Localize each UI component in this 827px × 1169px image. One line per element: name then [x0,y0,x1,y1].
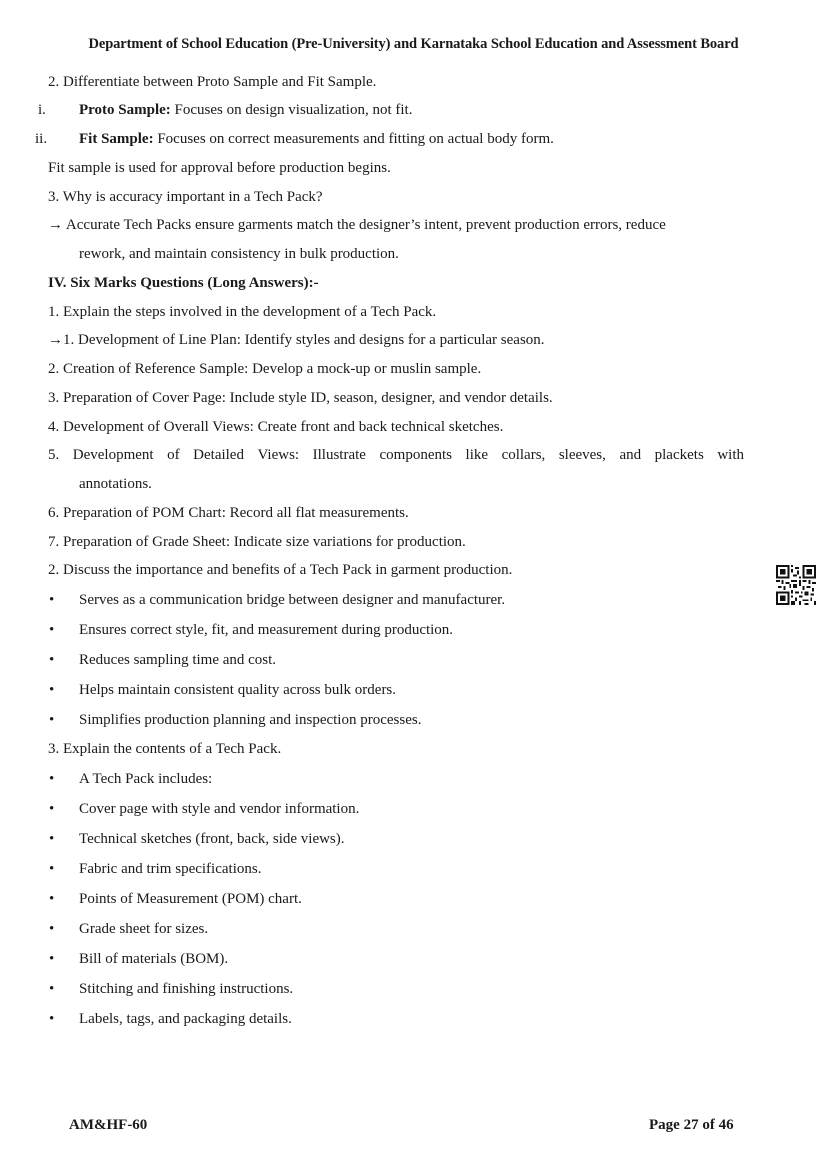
desc-fit-sample: Focuses on correct measurements and fitting on actual body form. [153,131,554,147]
question-proto-fit: 2. Differentiate between Proto Sample and Fit Sample. [48,74,377,90]
step-5-word: like [465,447,489,463]
bullet-glyph: • [49,1011,55,1027]
step-5-word: sleeves, [558,447,606,463]
bullet-item: Stitching and finishing instructions. [79,981,294,997]
section-heading: IV. Six Marks Questions (Long Answers):- [48,275,319,291]
bullet-glyph: • [49,951,55,967]
footer-page-number: Page 27 of 46 [649,1117,734,1133]
step-line: 6. Preparation of POM Chart: Record all flat measurements. [48,505,409,521]
numeral-i: i. [38,102,46,118]
term-fit-sample: Fit Sample: [79,131,154,147]
step-5-word: collars, [501,447,546,463]
step-5-word: components [379,447,452,463]
bullet-item: A Tech Pack includes: [79,771,213,787]
question-steps: 1. Explain the steps involved in the development of a Tech Pack. [48,304,437,320]
step-5-word: Development [72,447,154,463]
bullet-item: Labels, tags, and packaging details. [79,1011,292,1027]
bullet-item: Fabric and trim specifications. [79,861,262,877]
bullet-glyph: • [49,712,55,728]
step-5-line [48,446,744,464]
footer-code: AM&HF-60 [69,1117,148,1133]
bullet-glyph: • [49,921,55,937]
bullet-item: Bill of materials (BOM). [79,951,229,967]
step-5-word: Views: [257,447,300,463]
numeral-ii: ii. [35,131,48,147]
desc-proto-sample: Focuses on design visualization, not fit. [170,102,413,118]
step-5-word: with [717,447,744,463]
bullet-item: Ensures correct style, fit, and measurement during production. [79,622,454,638]
step-line: 4. Development of Overall Views: Create front and back technical sketches. [48,419,504,435]
step-line: 7. Preparation of Grade Sheet: Indicate size variations for production. [48,534,466,550]
bullet-glyph: • [49,622,55,638]
bullet-item: Grade sheet for sizes. [79,921,209,937]
step-line: →1. Development of Line Plan: Identify styles and designs for a particular season. [48,332,545,348]
term-proto-sample: Proto Sample: [79,102,171,118]
bullet-glyph: • [49,981,55,997]
bullet-glyph: • [49,682,55,698]
step-5-word: of [167,447,180,463]
bullet-glyph: • [49,861,55,877]
bullet-glyph: • [49,652,55,668]
qr-code-icon[interactable] [776,565,816,605]
question-accuracy: 3. Why is accuracy important in a Tech Pack? [48,189,323,205]
bullet-item: Helps maintain consistent quality across bulk orders. [79,682,397,698]
bullet-glyph: • [49,831,55,847]
item-proto-sample [79,101,412,119]
bullet-item: Serves as a communication bridge between designer and manufacturer. [79,592,506,608]
question-importance: 2. Discuss the importance and benefits of a Tech Pack in garment production. [48,562,513,578]
step-5-word: 5. [48,447,60,463]
step-5-word: and [619,447,642,463]
fit-sample-note: Fit sample is used for approval before production begins. [48,160,391,176]
bullet-item: Cover page with style and vendor information. [79,801,360,817]
question-contents: 3. Explain the contents of a Tech Pack. [48,741,282,757]
step-5-continuation: annotations. [79,476,152,492]
answer-accuracy-line2: rework, and maintain consistency in bulk production. [79,246,399,262]
bullet-item: Points of Measurement (POM) chart. [79,891,302,907]
bullet-item: Simplifies production planning and inspection processes. [79,712,422,728]
bullet-item: Reduces sampling time and cost. [79,652,277,668]
bullet-glyph: • [49,771,55,787]
step-5-word: plackets [654,447,704,463]
bullet-glyph: • [49,891,55,907]
bullet-item: Technical sketches (front, back, side views). [79,831,345,847]
bullet-glyph: • [49,801,55,817]
step-line: 3. Preparation of Cover Page: Include style ID, season, designer, and vendor details. [48,390,553,406]
step-5-word: Detailed [193,447,244,463]
answer-accuracy-line1: → Accurate Tech Packs ensure garments match the designer’s intent, prevent production errors, reduce [48,217,666,233]
page-header: Department of School Education (Pre-University) and Karnataka School Education and Assessment Board [88,36,739,52]
item-fit-sample [79,130,554,148]
step-5-word: Illustrate [312,447,366,463]
bullet-glyph: • [49,592,55,608]
step-line: 2. Creation of Reference Sample: Develop a mock-up or muslin sample. [48,361,482,377]
